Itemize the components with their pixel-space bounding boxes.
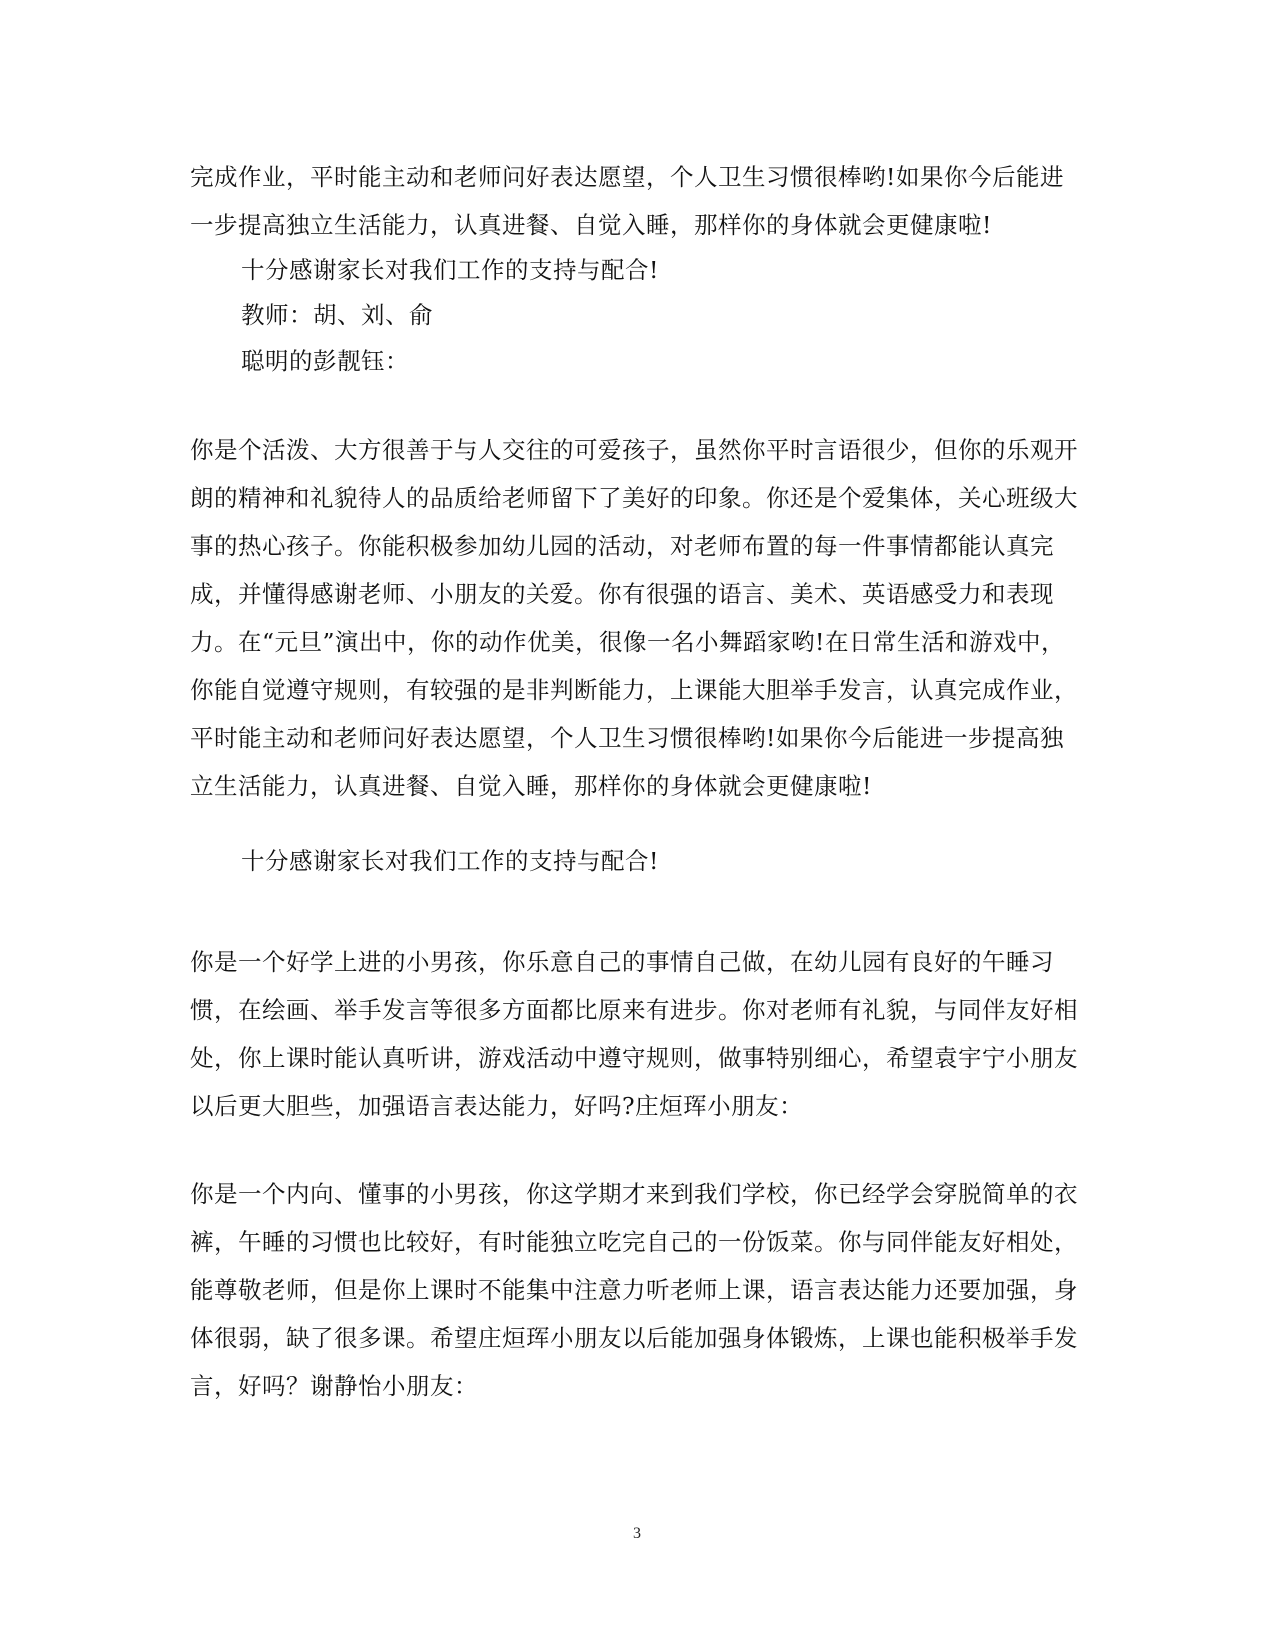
paragraph-3: 你是一个好学上进的小男孩，你乐意自己的事情自己做，在幼儿园有良好的午睡习惯，在绘画、举手发言等很多方面都比原来有进步。你对老师有礼貌，与同伴友好相处，你上课时能认真听讲，游戏活动中遵守规则，做事特别细心，希望袁宇宁小朋友以后更大胆些，加强语言表达能力，好吗?庄烜珲小朋友：	[190, 948, 1078, 1120]
thanks-line-2: 十分感谢家长对我们工作的支持与配合!	[241, 847, 659, 875]
paragraph-1: 完成作业，平时能主动和老师问好表达愿望，个人卫生习惯很棒哟!如果你今后能进一步提高独立生活能力，认真进餐、自觉入睡，那样你的身体就会更健康啦!	[190, 163, 1064, 239]
teachers-line: 教师：胡、刘、俞	[241, 301, 433, 329]
greeting-line: 聪明的彭靓钰：	[241, 347, 409, 375]
paragraph-4: 你是一个内向、懂事的小男孩，你这学期才来到我们学校，你已经学会穿脱简单的衣裤，午睡的习惯也比较好，有时能独立吃完自己的一份饭菜。你与同伴能友好相处，能尊敬老师，但是你上课时不能集中注意力听老师上课，语言表达能力还要加强，身体很弱，缺了很多课。希望庄烜珲小朋友以后能加强身体锻炼，上课也能积极举手发言，好吗？谢静怡小朋友：	[190, 1180, 1078, 1400]
paragraph-2: 你是个活泼、大方很善于与人交往的可爱孩子，虽然你平时言语很少，但你的乐观开朗的精神和礼貌待人的品质给老师留下了美好的印象。你还是个爱集体，关心班级大事的热心孩子。你能积极参加幼儿园的活动，对老师布置的每一件事情都能认真完成，并懂得感谢老师、小朋友的关爱。你有很强的语言、美术、英语感受力和表现力。在“元旦”演出中，你的动作优美，很像一名小舞蹈家哟!在日常生活和游戏中，你能自觉遵守规则，有较强的是非判断能力，上课能大胆举手发言，认真完成作业，平时能主动和老师问好表达愿望，个人卫生习惯很棒哟!如果你今后能进一步提高独立生活能力，认真进餐、自觉入睡，那样你的身体就会更健康啦!	[190, 436, 1078, 800]
thanks-line-1: 十分感谢家长对我们工作的支持与配合!	[241, 256, 659, 284]
page-number: 3	[633, 1525, 641, 1542]
